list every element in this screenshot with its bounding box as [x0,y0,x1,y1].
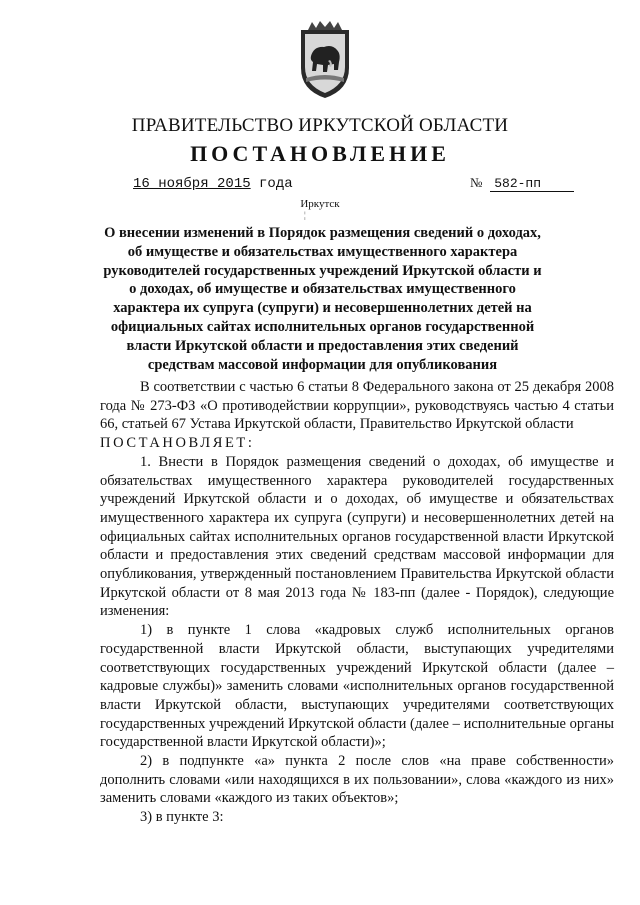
document-number [470,175,600,192]
number-value: 582-пп [490,176,574,192]
document-date [133,176,293,192]
date-suffix: года [259,176,293,192]
document-body [100,378,614,827]
preamble-paragraph: В соответствии с частью 6 статьи 8 Федерального закона от 25 декабря 2008 года № 273-ФЗ «О противодействии коррупции», руководствуясь частью 4 статьи 66, статьей 67 Устава Иркутской области, Правительство Иркутской области [100,379,614,433]
subparagraph-3: 3) в пункте 3: [140,809,224,826]
coat-of-arms-emblem [298,20,352,100]
document-title: О внесении изменений в Порядок размещения сведений о доходах, об имуществе и обязательствах имущественного характера руководителей государственных учреждений Иркутской области и о доходах, об имуществе и обязательствах имущественного характера их супруга (супруги) и несовершеннолетних детей на официальных сайтах исполнительных органов государственной власти Иркутской области и предоставления этих сведений средствам массовой информации для опубликования [103,225,542,373]
subparagraph-2: 2) в подпункте «а» пункта 2 после слов «на праве собственности» дополнить словами «или находящихся в их пользовании», слова «каждого из них» заменить словами «каждого из таких объектов»; [100,753,614,807]
subparagraph-1: 1) в пункте 1 слова «кадровых служб исполнительных органов государственной власти Иркутской области, выступающих учредителями соответствующих государственных учреждений Иркутской области (далее – кадровые службы)» заменить словами «исполнительных органов государственной власти Иркутской области, выступающих учредителями соответствующих государственных учреждений Иркутской области (далее – исполнительные органы государственной власти Иркутской области)»; [100,622,614,751]
ruling-word: ПОСТАНОВЛЯЕТ: [100,435,255,452]
government-name: ПРАВИТЕЛЬСТВО ИРКУТСКОЙ ОБЛАСТИ [131,115,509,136]
city-name: Иркутск [300,198,340,210]
fold-mark: ¦ [304,210,306,220]
document-type: ПОСТАНОВЛЕНИЕ [190,141,450,166]
paragraph-1: 1. Внести в Порядок размещения сведений о доходах, об имуществе и обязательствах имущественного характера руководителей государственных учреждений Иркутской области и о доходах, об имуществе и обязательствах имущественного характера их супруга (супруги) и несовершеннолетних детей на официальных сайтах исполнительных органов государственной власти Иркутской области и предоставления этих сведений средствам массовой информации для опубликования, утвержденный постановлением Правительства Иркутской области Иркутской области от 8 мая 2013 года № 183-пп (далее - Порядок), следующие изменения: [100,453,614,620]
date-value: 16 ноября 2015 [133,176,251,192]
number-sign: № [470,175,483,190]
